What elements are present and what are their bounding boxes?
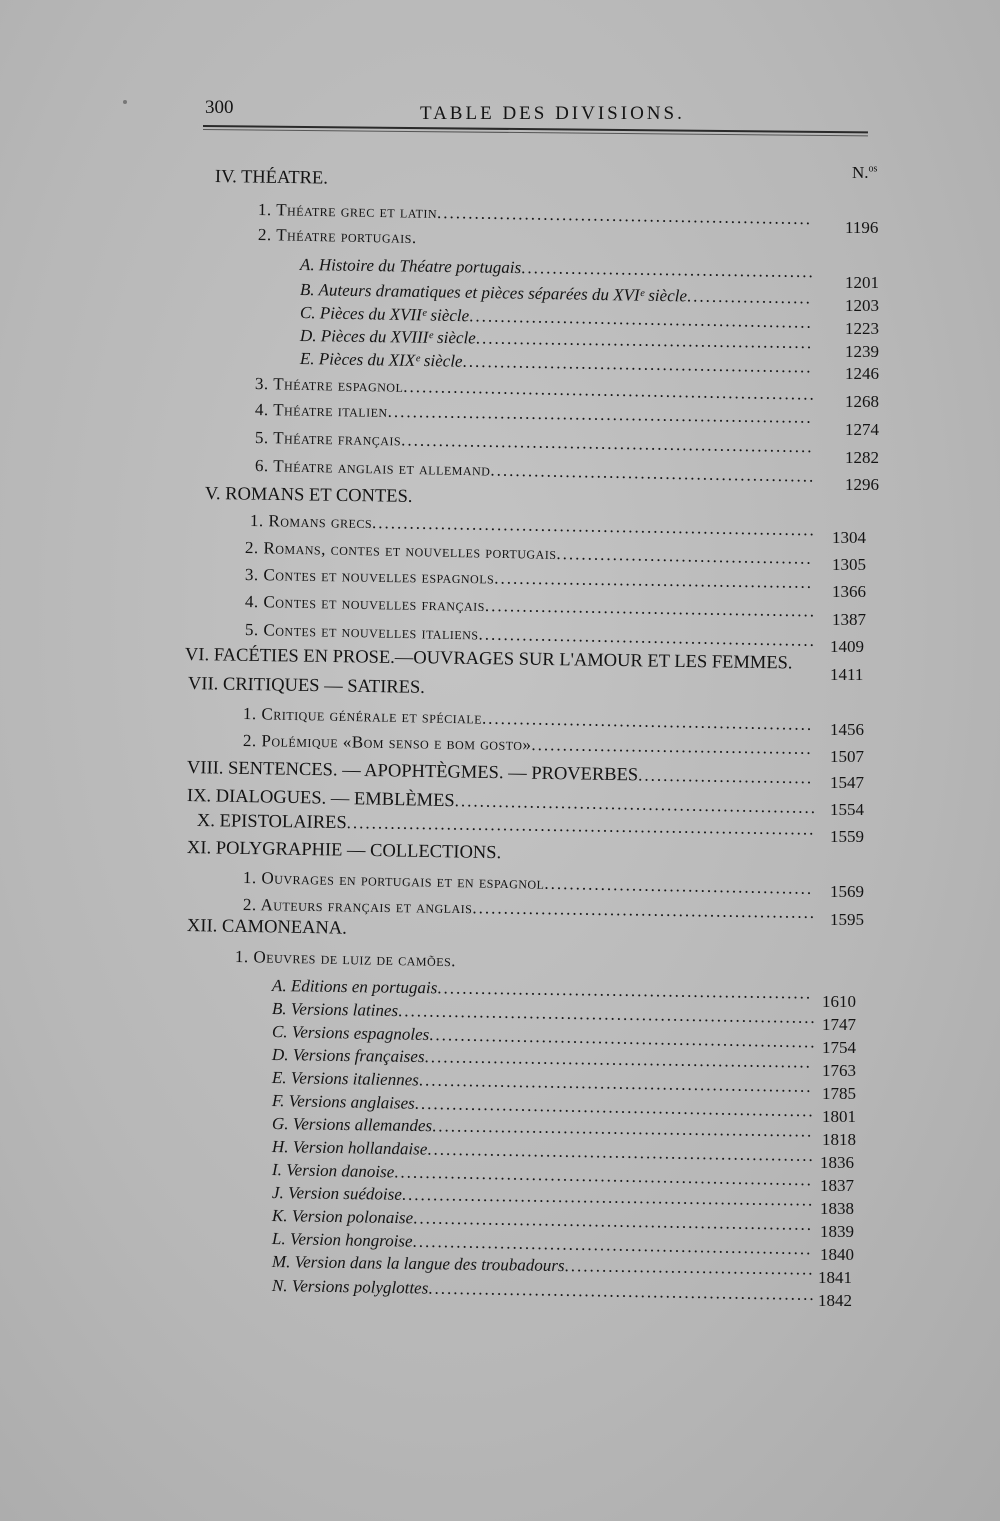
entry-title: IV. THÉATRE. — [214, 167, 329, 189]
entry-title: 5. Théatre français — [254, 428, 402, 450]
page-ref-number: 1223 — [845, 319, 879, 338]
entry-title: 1. Ouvrages en portugais et en espagnol — [242, 868, 545, 893]
page-ref-number: 1268 — [845, 392, 879, 411]
dot-leader: ............................................................... — [418, 1070, 813, 1096]
page-ref-number: 1838 — [820, 1199, 854, 1218]
toc-entry — [243, 731, 813, 759]
entry-title: 5. Contes et nouvelles italiens — [244, 620, 479, 644]
dot-leader: ................................................................ — [412, 1231, 813, 1259]
dot-leader: ...................................................... — [475, 328, 814, 353]
page-ref-number: 1282 — [845, 448, 879, 467]
entry-title: 4. Contes et nouvelles français — [244, 592, 486, 615]
entry-title: B. Auteurs dramatiques et pièces séparées du XVIᵉ siècle — [299, 280, 688, 306]
section-heading — [188, 674, 425, 699]
entry-title: G. Versions allemandes — [271, 1114, 433, 1136]
dot-leader: ................................................... — [494, 568, 814, 592]
entry-title: 4. Théatre italien — [254, 400, 388, 421]
entry-title: A. Editions en portugais — [271, 976, 438, 998]
page-ref-number: 1554 — [830, 800, 864, 819]
page-ref-number: 1839 — [820, 1222, 854, 1241]
dot-leader: ............................ — [638, 765, 814, 788]
entry-title: VI. FACÉTIES EN PROSE.—OUVRAGES SUR L'AMOUR ET LES FEMMES. — [184, 645, 793, 674]
entry-title: A. Histoire du Théatre portugais — [299, 255, 522, 278]
entry-title: L. Version hongroise — [271, 1229, 413, 1251]
dot-leader: ........................................................ — [462, 351, 813, 377]
dot-leader: ....................................................... — [468, 306, 814, 332]
toc-entry — [255, 428, 814, 457]
entry-title: J. Version suédoise — [271, 1183, 402, 1204]
entry-title: E. Pièces du XIXᵉ siècle — [299, 349, 463, 371]
page-ref-number: 1842 — [818, 1291, 852, 1310]
dot-leader: .................................................................. — [403, 376, 816, 404]
entry-title: F. Versions anglaises — [271, 1091, 415, 1113]
toc-entry — [300, 349, 813, 377]
entry-title: 1. Romans grecs — [249, 511, 373, 533]
page-ref-number: 1203 — [845, 296, 879, 315]
toc-entry — [255, 400, 813, 428]
page-ref-number: 1559 — [830, 827, 864, 846]
dot-leader: ..................................................... — [484, 595, 817, 621]
page-ref-number: 1409 — [830, 637, 864, 656]
entry-title: 2. Romans, contes et nouvelles portugais — [244, 538, 557, 563]
toc-entry — [272, 1276, 816, 1305]
toc-entry — [245, 565, 813, 593]
page-number: 300 — [205, 97, 234, 118]
entry-title: 1. Théatre grec et latin — [257, 200, 438, 222]
entry-title: M. Version dans la langue des troubadours — [271, 1252, 565, 1276]
page-ref-number: 1837 — [820, 1176, 854, 1195]
entry-title: D. Versions françaises — [271, 1045, 425, 1067]
dot-leader: .................................................... — [490, 460, 816, 486]
toc-entry — [250, 511, 816, 540]
page-ref-number: 1387 — [832, 610, 866, 629]
dot-leader: .................................................................. — [401, 430, 814, 457]
dot-leader: ........................................................................... — [346, 813, 816, 839]
entry-title: V. ROMANS ET CONTES. — [204, 484, 413, 507]
dot-leader: ..................................................... — [481, 708, 814, 734]
page-ref-number: 1411 — [830, 665, 864, 684]
section-heading — [205, 484, 413, 508]
dot-leader: .............................................................. — [427, 1139, 815, 1165]
section-heading — [187, 838, 501, 864]
dot-leader: ................................................................ — [414, 1093, 815, 1121]
toc-entry — [258, 200, 812, 229]
dot-leader: ............................................................ — [437, 978, 813, 1003]
dot-leader: .................................................................. — [401, 1184, 815, 1210]
entry-title: C. Versions espagnoles — [271, 1022, 430, 1045]
page-ref-number: 1296 — [845, 475, 879, 494]
entry-title: X. EPISTOLAIRES — [196, 811, 347, 834]
dot-leader: ............................................... — [521, 258, 816, 282]
entry-title: 1. Critique générale et spéciale — [242, 704, 483, 728]
dot-leader: .................................................................... — [387, 401, 813, 427]
dot-leader: ........................................ — [564, 1256, 815, 1279]
dot-leader: .............................................................. — [428, 1278, 816, 1305]
toc-entry — [258, 225, 417, 248]
section-heading — [187, 916, 347, 940]
running-title: TABLE DES DIVISIONS. — [420, 103, 685, 124]
page-ref-number: 1274 — [845, 420, 879, 439]
entry-title: 6. Théatre anglais et allemand — [254, 456, 491, 480]
entry-title: N. Versions polyglottes — [271, 1276, 429, 1298]
page-ref-number: 1366 — [832, 582, 866, 601]
dot-leader: ........................................... — [544, 873, 814, 898]
dot-leader: ......................................... — [556, 543, 813, 568]
toc-entry — [255, 374, 816, 405]
toc-entry — [255, 456, 816, 487]
toc-entry — [245, 592, 816, 621]
toc-entry — [245, 538, 813, 569]
toc-entry — [300, 255, 815, 282]
section-heading — [185, 645, 793, 674]
entry-title: D. Pièces du XVIIIᵉ siècle — [299, 326, 476, 348]
dot-leader: .......................................................... — [454, 791, 818, 818]
page-ref-number: 1747 — [822, 1015, 856, 1034]
toc-entry — [243, 704, 814, 735]
entry-title: 2. Polémique «Bom senso e bom gosto» — [242, 731, 532, 755]
entry-title: I. Version danoise — [271, 1160, 395, 1182]
entry-title: C. Pièces du XVIIᵉ siècle — [299, 303, 470, 326]
entry-title: B. Versions latines — [271, 999, 399, 1021]
entry-title: XI. POLYGRAPHIE — COLLECTIONS. — [186, 838, 502, 864]
dot-leader: ....................................................... — [472, 898, 817, 923]
page-ref-number: 1507 — [830, 747, 864, 766]
section-heading — [187, 758, 814, 789]
dot-leader: ................................................................ — [413, 1208, 814, 1234]
page-ref-number: 1763 — [822, 1061, 856, 1080]
page-ref-number: 1840 — [820, 1245, 854, 1264]
entry-title: 2. Auteurs français et anglais — [242, 895, 473, 918]
dot-leader: ................................................................... — [397, 1001, 817, 1028]
dot-leader: ...................................................... — [478, 624, 817, 650]
page-ref-number: 1239 — [845, 342, 879, 361]
page-ref-number: 1196 — [845, 218, 879, 237]
page-ref-number: 1595 — [830, 910, 864, 929]
entry-title: 1. Oeuvres de luiz de camões. — [234, 947, 457, 971]
toc-entry — [235, 947, 456, 971]
entry-title: 3. Contes et nouvelles espagnols — [244, 565, 495, 588]
section-heading — [215, 167, 328, 190]
entry-title: H. Version hollandaise — [271, 1137, 428, 1159]
dot-leader: .............................................................. — [429, 1025, 817, 1052]
dot-leader: ....................................................................... — [371, 513, 816, 540]
entry-title: XII. CAMONEANA. — [186, 916, 347, 939]
page-ref-number: 1547 — [830, 773, 864, 792]
page-ref-number: 1456 — [830, 720, 864, 739]
toc-entry — [243, 868, 814, 899]
column-label: N.$^{os}$ — [852, 163, 878, 182]
page-ref-number: 1304 — [832, 528, 866, 547]
page-ref-number: 1818 — [822, 1130, 856, 1149]
page-ref-number: 1841 — [818, 1268, 852, 1287]
dot-leader: .................... — [686, 286, 813, 308]
entry-title: VII. CRITIQUES — SATIRES. — [187, 674, 426, 698]
page-ref-number: 1246 — [845, 364, 879, 383]
page-ref-number: 1610 — [822, 992, 856, 1011]
entry-title: 2. Théatre portugais. — [257, 225, 417, 248]
dot-leader: .............................................................. — [424, 1047, 813, 1072]
dot-leader: ............................................................ — [436, 202, 813, 229]
entry-title: VIII. SENTENCES. — APOPHTÈGMES. — PROVERBES — [186, 758, 639, 786]
entry-title: E. Versions italiennes — [271, 1068, 420, 1090]
page-ref-number: 1754 — [822, 1038, 856, 1057]
page-ref-number: 1201 — [845, 273, 879, 292]
dot-leader: ............................................. — [531, 735, 813, 758]
dot-leader: ................................................................... — [394, 1162, 814, 1190]
dot-leader: ............................................................. — [431, 1116, 814, 1141]
pencil-mark — [123, 100, 127, 104]
entry-title: 3. Théatre espagnol — [254, 374, 404, 396]
page-ref-number: 1785 — [822, 1084, 856, 1103]
page-ref-number: 1305 — [832, 555, 866, 574]
entry-title: K. Version polonaise — [271, 1206, 414, 1228]
page-ref-number: 1801 — [822, 1107, 856, 1126]
page-ref-number: 1569 — [830, 882, 864, 901]
entry-title: IX. DIALOGUES. — EMBLÈMES — [186, 786, 455, 812]
page-ref-number: 1836 — [820, 1153, 854, 1172]
